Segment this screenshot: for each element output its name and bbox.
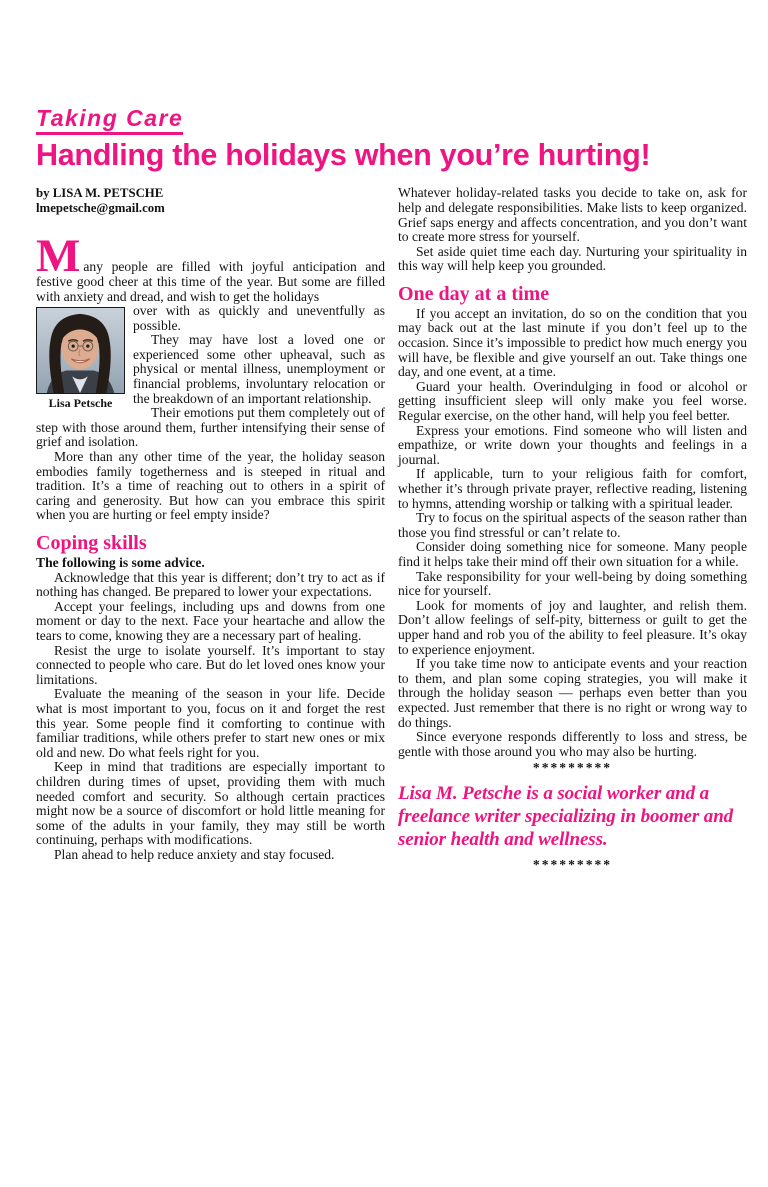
body-paragraph: Whatever holiday-related tasks you decide to take on, ask for help and delegate responsibilities. Make lists to keep organized. Grief saps energy and affects concentration, and you don’t want to create more stress for yourself. [398,185,747,245]
body-paragraph: Their emotions put them completely out of step with those around them, further intensifying their sense of grief and isolation. [36,405,385,450]
lead-wrap-paragraph: over with as quickly and uneventfully as possible. [133,303,385,333]
drop-cap: M [36,230,81,283]
asterisk-separator: ********* [532,760,613,776]
body-paragraph: If you take time now to anticipate events and your reaction to them, and plan some coping strategies, you will make it through the holiday season — perhaps even better than you expected. Just remember that there is no right or wrong way to do things. [398,656,747,730]
body-paragraph: Acknowledge that this year is different; don’t try to act as if nothing has changed. Be prepared to lower your expectations. [36,569,385,600]
page-title: Handling the holidays when you’re hurting! [36,138,651,173]
body-paragraph: Accept your feelings, including ups and downs from one moment or day to the next. Face your heartache and allow the tears to come, knowing they are a necessary part of healing. [36,598,385,643]
byline-author: by LISA M. PETSCHE [36,186,164,201]
body-paragraph: Set aside quiet time each day. Nurturing your spirituality in this way will help keep you grounded. [398,243,747,274]
body-paragraph: Since everyone responds differently to loss and stress, be gentle with those around you who may also be hurting. [398,729,747,759]
author-photo-figure [36,307,125,410]
author-photo [36,307,125,394]
left-column [36,186,385,873]
body-paragraph: Resist the urge to isolate yourself. It’s important to stay connected to people who care. But do let loved ones know your limitations. [36,642,385,687]
body-paragraph: If you accept an invitation, do so on the condition that you may back out at the last minute if you don’t feel up to the occasion. Since it’s impossible to predict how much energy you will have, be flexible and give yourself an out. Take things one day, and one event, at a time. [398,305,747,380]
right-column [398,186,747,873]
author-bio: Lisa M. Petsche is a social worker and a freelance writer specializing in boomer and senior health and wellness. [398,783,734,851]
section-heading-one-day-at-a-time: One day at a time [398,282,550,305]
body-paragraph: If applicable, turn to your religious faith for comfort, whether it’s through private prayer, reflective reading, listening to hymns, attending worship or talking with a spiritual leader. [398,466,747,511]
body-paragraph: Guard your health. Overindulging in food or alcohol or getting insufficient sleep will only make you feel worse. Regular exercise, on the other hand, will help you feel better. [398,378,747,424]
asterisk-separator: ********* [532,857,613,873]
body-paragraph: They may have lost a loved one or experienced some other upheaval, such as physical or mental illness, unemployment or financial problems, involuntary relocation or the breakdown of an important relationship. [133,332,385,406]
photo-caption: Lisa Petsche [48,396,113,411]
lead-text: any people are filled with joyful anticipation and festive good cheer at this time of the year. But some are filled with anxiety and dread, and wish to get the holidays [36,259,385,304]
body-paragraph: Look for moments of joy and laughter, and relish them. Don’t allow feelings of self-pity, bitterness or guilt to get the upper hand and rob you of the ability to feel pleasure. It’s okay to experience enjoyment. [398,597,747,657]
section-heading-coping-skills: Coping skills [36,532,147,554]
column-kicker: Taking Care [36,106,183,135]
byline-email: lmepetsche@gmail.com [36,201,165,216]
body-paragraph: Consider doing something nice for someone. Many people find it helps take their mind off their own situation for a while. [398,539,747,569]
body-paragraph: Plan ahead to help reduce anxiety and stay focused. [54,846,335,862]
byline [36,186,385,216]
article-columns [36,186,747,873]
body-paragraph: Try to focus on the spiritual aspects of the season rather than those you find stressful or can’t relate to. [398,510,747,540]
masthead [36,106,747,171]
body-paragraph: Keep in mind that traditions are especially important to children during times of upset, providing them with much needed comfort and security. So although certain practices might now be a source of discomfort or hold little meaning for some of the adults in your family, they may still be worth continuing, perhaps with modifications. [36,759,385,848]
body-paragraph: Evaluate the meaning of the season in your life. Decide what is most important to you, focus on it and forget the rest this year. Some people find it comforting to continue with familiar traditions, while others prefer to start new ones or mix old and new. Do what feels right for you. [36,686,385,760]
body-paragraph: Express your emotions. Find someone who will listen and empathize, or write down your thoughts and feelings in a journal. [398,422,747,467]
advice-lead: The following is some advice. [36,555,205,570]
body-paragraph: Take responsibility for your well-being by doing something nice for yourself. [398,568,747,599]
lead-paragraph [36,230,385,304]
body-paragraph: More than any other time of the year, the holiday season embodies family togetherness and is steeped in ritual and tradition. It’s a time of reaching out to others in a spirit of caring and generosity. But how can you embrace this spirit when you are hurting or feel empty inside? [36,449,385,523]
